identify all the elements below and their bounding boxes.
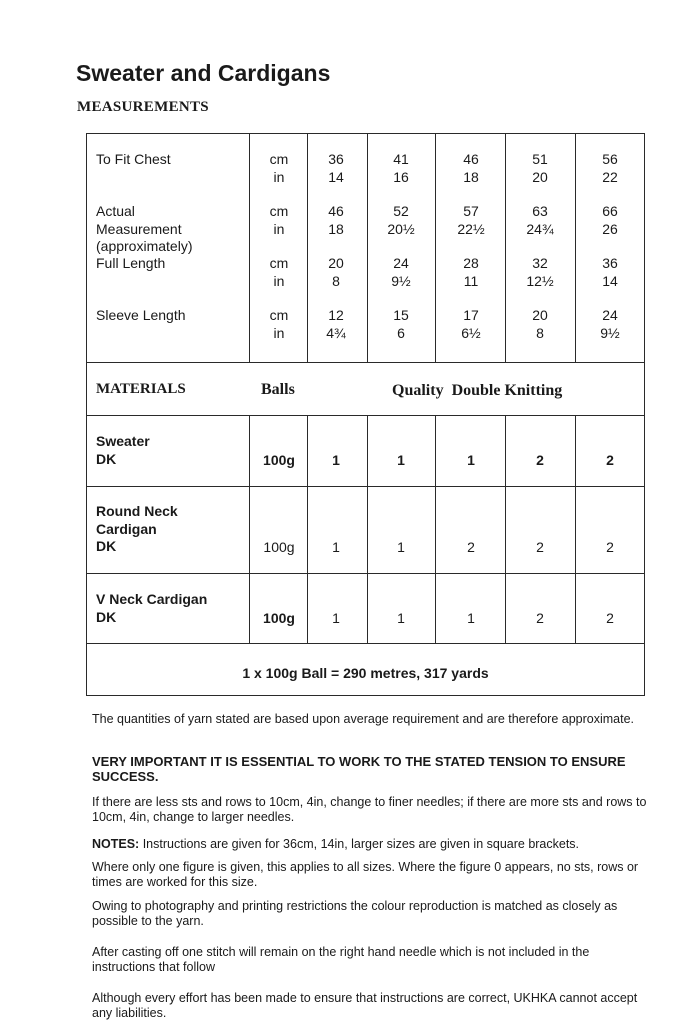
material-name: V Neck Cardigan DK bbox=[96, 591, 208, 625]
measurement-value: 14 bbox=[328, 168, 344, 185]
page-title: Sweater and Cardigans bbox=[76, 60, 331, 86]
material-ball-count: 1 bbox=[397, 539, 405, 555]
section-heading-measurements: MEASUREMENTS bbox=[77, 99, 209, 115]
measurement-value: 52 bbox=[393, 203, 409, 219]
measurement-value: 12½ bbox=[526, 272, 554, 289]
measurement-unit: in bbox=[273, 272, 285, 289]
materials-label: MATERIALS bbox=[96, 381, 186, 397]
material-ball-count: 2 bbox=[606, 452, 614, 468]
material-ball-count: 2 bbox=[536, 452, 544, 468]
measurement-unit: cm bbox=[269, 203, 289, 219]
measurement-value: 26 bbox=[602, 220, 618, 237]
measurement-value: 15 bbox=[393, 307, 409, 323]
note-colour: Owing to photography and printing restrictions the colour reproduction is matched as closely as possible to the yarn. bbox=[92, 899, 618, 928]
material-ball-count: 1 bbox=[332, 452, 340, 468]
measurement-unit: cm bbox=[269, 307, 289, 323]
material-weight: 100g bbox=[263, 452, 295, 468]
note-tension-warning: VERY IMPORTANT IT IS ESSENTIAL TO WORK TO THE STATED TENSION TO ENSURE SUCCESS. bbox=[92, 754, 626, 784]
note-casting-off: After casting off one stitch will remain on the right hand needle which is not included in the instructions that follow bbox=[92, 945, 590, 974]
table-divider bbox=[86, 415, 645, 416]
table-divider bbox=[86, 643, 645, 644]
measurement-value: 17 bbox=[463, 307, 479, 323]
measurement-value: 8 bbox=[536, 324, 544, 341]
column-divider bbox=[307, 415, 308, 643]
material-name: Sweater DK bbox=[96, 433, 150, 467]
column-divider bbox=[435, 415, 436, 643]
measurement-unit: in bbox=[273, 220, 285, 237]
material-ball-count: 2 bbox=[606, 539, 614, 555]
note-liability: Although every effort has been made to ensure that instructions are correct, UKHKA cannot accept any liabilities. bbox=[92, 991, 638, 1020]
measurement-value: 20 bbox=[532, 168, 548, 185]
measurement-value: 6½ bbox=[461, 324, 481, 341]
measurement-label: Sleeve Length bbox=[96, 307, 186, 323]
measurement-value: 63 bbox=[532, 203, 548, 219]
material-ball-count: 1 bbox=[332, 539, 340, 555]
measurement-value: 57 bbox=[463, 203, 479, 219]
material-weight: 100g bbox=[263, 610, 295, 626]
table-divider bbox=[86, 486, 645, 487]
measurement-value: 20 bbox=[532, 307, 548, 323]
balls-label: Balls bbox=[261, 381, 295, 398]
measurement-value: 22 bbox=[602, 168, 618, 185]
material-ball-count: 2 bbox=[606, 610, 614, 626]
measurement-value: 36 bbox=[602, 255, 618, 271]
column-divider bbox=[435, 133, 436, 362]
notes-text: Instructions are given for 36cm, 14in, larger sizes are given in square brackets. bbox=[139, 837, 580, 851]
ball-length-note: 1 x 100g Ball = 290 metres, 317 yards bbox=[242, 665, 489, 681]
measurement-value: 14 bbox=[602, 272, 618, 289]
measurement-value: 66 bbox=[602, 203, 618, 219]
measurement-value: 32 bbox=[532, 255, 548, 271]
quality-label: Quality Double Knitting bbox=[392, 382, 563, 399]
measurement-unit: in bbox=[273, 168, 285, 185]
notes-label: NOTES: bbox=[92, 837, 140, 851]
measurement-value: 20½ bbox=[387, 220, 415, 237]
material-ball-count: 1 bbox=[332, 610, 340, 626]
material-name: Round Neck Cardigan DK bbox=[96, 503, 178, 554]
measurement-value: 46 bbox=[463, 151, 479, 167]
measurement-value: 4¾ bbox=[326, 324, 346, 341]
note-single-figure: Where only one figure is given, this applies to all sizes. Where the figure 0 appears, no sts, rows or times are worked for this size. bbox=[92, 860, 639, 889]
column-divider bbox=[367, 415, 368, 643]
measurement-value: 22½ bbox=[457, 220, 485, 237]
table-divider bbox=[86, 573, 645, 574]
note-needles: If there are less sts and rows to 10cm, 4in, change to finer needles; if there are more sts and rows to 10cm, 4in, change to larger needles. bbox=[92, 795, 647, 824]
measurement-value: 8 bbox=[332, 272, 340, 289]
material-ball-count: 2 bbox=[467, 539, 475, 555]
column-divider bbox=[249, 133, 250, 362]
measurement-label: Actual Measurement (approximately) bbox=[96, 203, 193, 254]
table-divider bbox=[86, 362, 645, 363]
note-sizes bbox=[92, 837, 648, 852]
measurement-value: 9½ bbox=[391, 272, 411, 289]
measurement-value: 20 bbox=[328, 255, 344, 271]
measurement-value: 18 bbox=[328, 220, 344, 237]
column-divider bbox=[505, 415, 506, 643]
measurement-unit: cm bbox=[269, 255, 289, 271]
measurement-value: 6 bbox=[397, 324, 405, 341]
column-divider bbox=[575, 133, 576, 362]
column-divider bbox=[367, 133, 368, 362]
measurement-unit: cm bbox=[269, 151, 289, 167]
measurement-unit: in bbox=[273, 324, 285, 341]
column-divider bbox=[249, 415, 250, 643]
measurement-label: Full Length bbox=[96, 255, 166, 271]
measurement-value: 51 bbox=[532, 151, 548, 167]
material-ball-count: 1 bbox=[467, 610, 475, 626]
measurement-value: 28 bbox=[463, 255, 479, 271]
material-ball-count: 1 bbox=[397, 452, 405, 468]
material-ball-count: 2 bbox=[536, 610, 544, 626]
column-divider bbox=[505, 133, 506, 362]
measurement-value: 24 bbox=[602, 307, 618, 323]
measurement-value: 9½ bbox=[600, 324, 620, 341]
measurement-value: 11 bbox=[463, 272, 479, 289]
note-quantities: The quantities of yarn stated are based upon average requirement and are therefore approximate. bbox=[92, 712, 635, 726]
measurement-value: 46 bbox=[328, 203, 344, 219]
measurement-value: 24 bbox=[393, 255, 409, 271]
measurement-value: 16 bbox=[393, 168, 409, 185]
measurement-value: 12 bbox=[328, 307, 344, 323]
material-ball-count: 1 bbox=[467, 452, 475, 468]
measurement-value: 36 bbox=[328, 151, 344, 167]
material-ball-count: 2 bbox=[536, 539, 544, 555]
column-divider bbox=[575, 415, 576, 643]
measurement-value: 41 bbox=[393, 151, 409, 167]
measurement-value: 18 bbox=[463, 168, 479, 185]
material-weight: 100g bbox=[263, 539, 295, 555]
measurement-value: 56 bbox=[602, 151, 618, 167]
material-ball-count: 1 bbox=[397, 610, 405, 626]
measurement-value: 24¾ bbox=[526, 220, 554, 237]
measurement-label: To Fit Chest bbox=[96, 151, 171, 167]
